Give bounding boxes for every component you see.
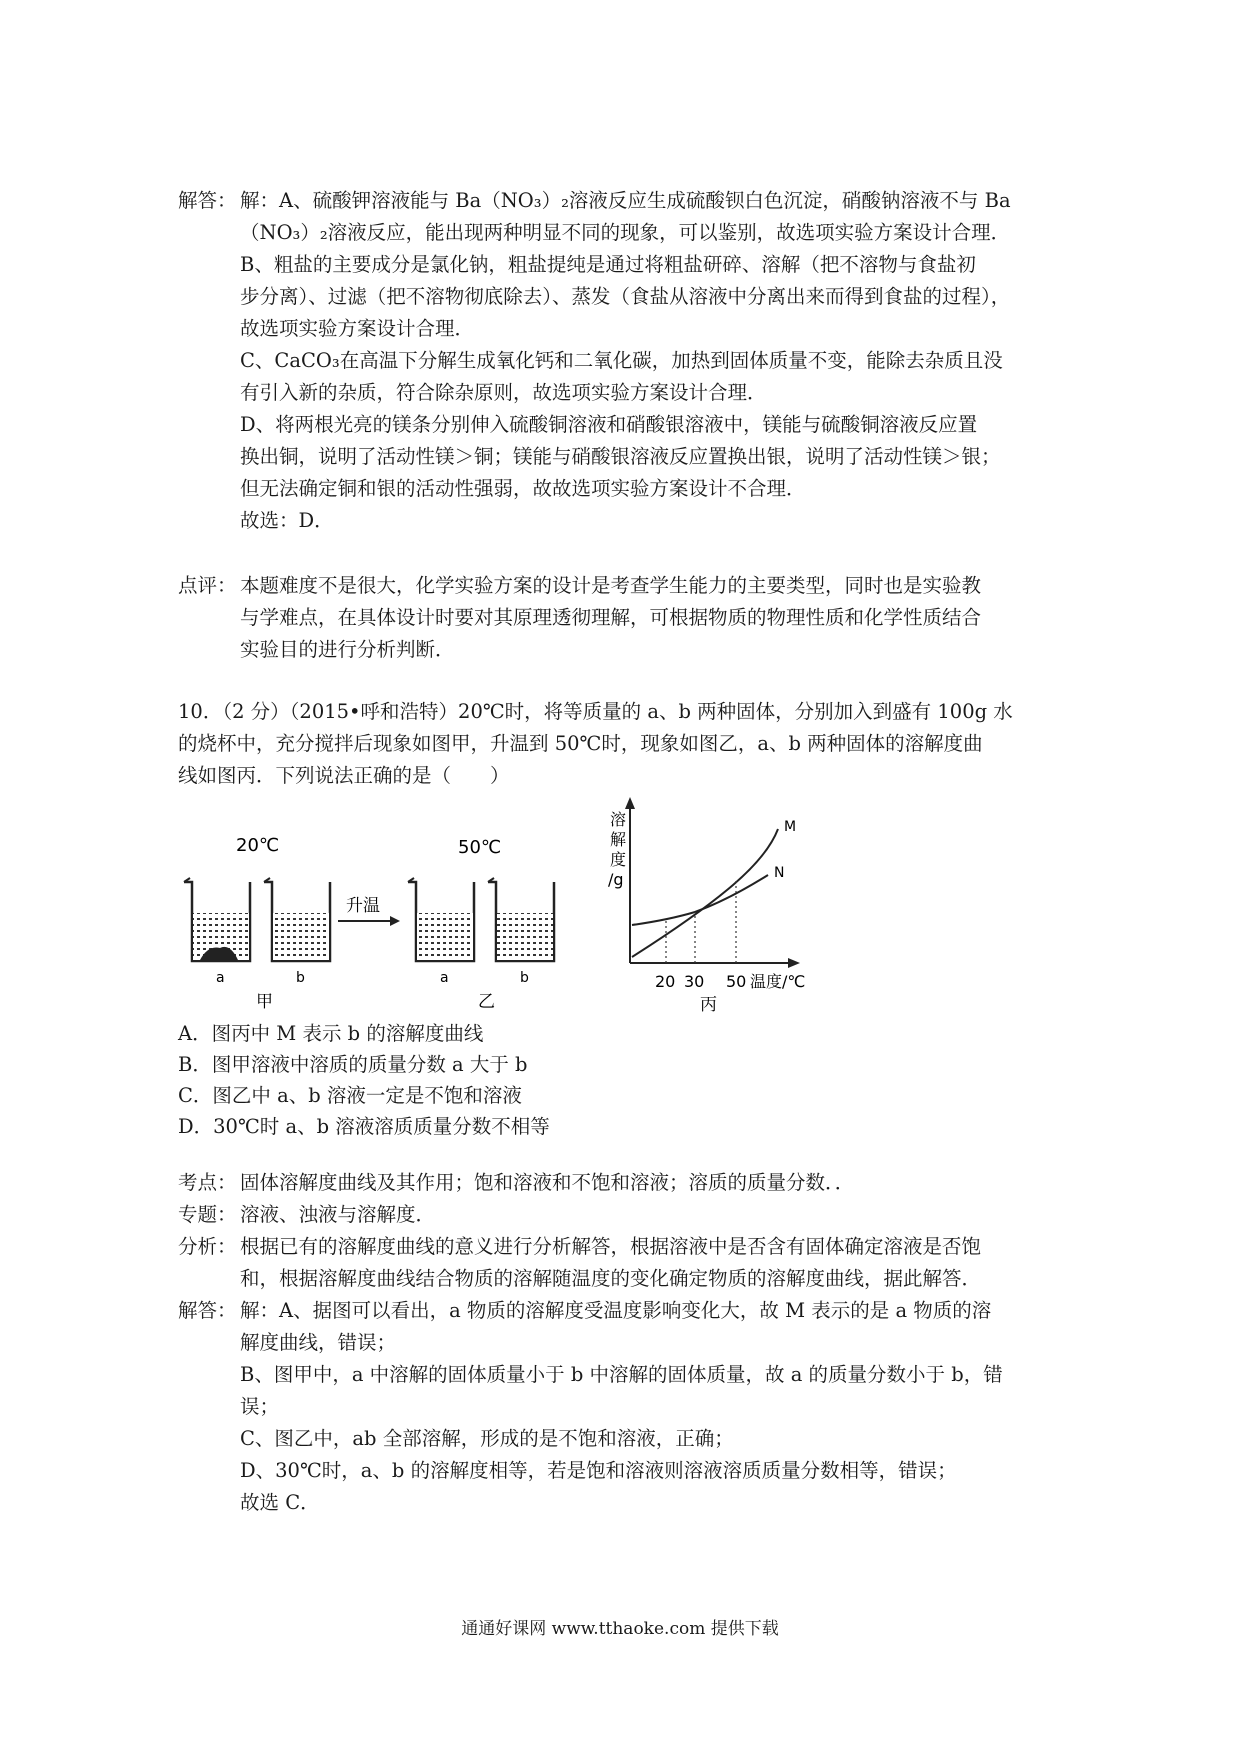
figure-bing-caption: 丙: [700, 995, 717, 1015]
option-b: B．图甲溶液中溶质的质量分数 a 大于 b: [178, 1053, 528, 1076]
page-footer: 通通好课网 www.tthaoke.com 提供下载: [461, 1619, 779, 1639]
x-tick-label: 30: [684, 972, 705, 991]
beaker-jia-b: [264, 878, 330, 961]
y-axis-label: 解: [610, 830, 627, 849]
answer-line: B、粗盐的主要成分是氯化钠，粗盐提纯是通过将粗盐研碎、溶解（把不溶物与食盐初: [240, 253, 976, 276]
heating-label: 升温: [346, 896, 380, 916]
beaker-label-b: b: [296, 970, 305, 986]
kaodian-text: 固体溶解度曲线及其作用；饱和溶液和不饱和溶液；溶质的质量分数．．: [240, 1171, 855, 1194]
answer-line: 故选项实验方案设计合理．: [240, 317, 475, 340]
fenxi-line: 根据已有的溶解度曲线的意义进行分析解答，根据溶液中是否含有固体确定溶液是否饱: [240, 1235, 982, 1258]
x-axis-label: 温度/℃: [750, 972, 806, 991]
jieda-line: D、30℃时，a、b 的溶解度相等，若是饱和溶液则溶液溶质质量分数相等，错误；: [240, 1459, 957, 1482]
comment-label: 点评：: [178, 574, 237, 597]
beaker-yi-b: [488, 878, 554, 961]
answer-line: 但无法确定铜和银的活动性强弱，故故选项实验方案设计不合理．: [240, 477, 806, 500]
answer-line: D、将两根光亮的镁条分别伸入硫酸铜溶液和硝酸银溶液中，镁能与硫酸铜溶液反应置: [240, 413, 978, 436]
answer-line: 步分离）、过滤（把不溶物彻底除去）、蒸发（食盐从溶液中分离出来而得到食盐的过程），: [240, 285, 1011, 308]
beaker-label-b: b: [520, 970, 529, 986]
question-options: [178, 1018, 1078, 1142]
answer-label: 解答：: [178, 189, 237, 212]
answer-line: 故选：D．: [240, 509, 334, 532]
jieda-line: 解度曲线，错误；: [240, 1331, 397, 1354]
question-line: 的烧杯中，充分搅拌后现象如图甲，升温到 50℃时，现象如图乙，a、b 两种固体的溶解度曲: [178, 732, 983, 755]
zhuanti-text: 溶液、浊液与溶解度．: [240, 1203, 436, 1226]
x-tick-label: 20: [655, 972, 676, 991]
curve-m: [632, 829, 778, 957]
comment-line: 与学难点，在具体设计时要对其原理透彻理解，可根据物质的物理性质和化学性质结合: [240, 606, 982, 629]
previous-comment-section: [178, 570, 1078, 666]
temp-50-label: 50℃: [458, 837, 502, 858]
comment-line: 本题难度不是很大，化学实验方案的设计是考查学生能力的主要类型，同时也是实验教: [240, 574, 982, 597]
beaker-jia-a: [184, 878, 250, 961]
jieda-label: 解答：: [178, 1299, 237, 1322]
question-line: 线如图丙．下列说法正确的是（ ）: [178, 764, 510, 787]
answer-line: 有引入新的杂质，符合除杂原则，故选项实验方案设计合理．: [240, 381, 767, 404]
option-d: D．30℃时 a、b 溶液溶质质量分数不相等: [178, 1115, 550, 1138]
curve-n-label: N: [774, 865, 785, 881]
beaker-label-a: a: [440, 970, 449, 986]
option-c: C．图乙中 a、b 溶液一定是不饱和溶液: [178, 1084, 522, 1107]
jieda-line: 误；: [240, 1395, 280, 1418]
answer-line: C、CaCO₃在高温下分解生成氧化钙和二氧化碳，加热到固体质量不变，能除去杂质且没: [240, 349, 1003, 372]
y-axis-label: /g: [608, 870, 624, 889]
answer-line: （NO₃）₂溶液反应，能出现两种明显不同的现象，可以鉴别，故选项实验方案设计合理．: [240, 221, 1011, 244]
beaker-label-a: a: [216, 970, 225, 986]
curve-m-label: M: [784, 819, 797, 835]
y-axis-label: 度: [610, 850, 627, 869]
curve-n: [632, 875, 768, 925]
beaker-yi-a: [408, 878, 474, 961]
jieda-line: B、图甲中，a 中溶解的固体质量小于 b 中溶解的固体质量，故 a 的质量分数小于 b，错: [240, 1363, 1003, 1386]
solubility-chart: [608, 797, 805, 1015]
kaodian-label: 考点：: [178, 1171, 237, 1194]
jieda-line: C、图乙中，ab 全部溶解，形成的是不饱和溶液，正确；: [240, 1427, 734, 1450]
fenxi-label: 分析：: [178, 1235, 237, 1258]
y-axis-label: 溶: [610, 810, 627, 829]
option-a: A．图丙中 M 表示 b 的溶解度曲线: [178, 1022, 484, 1045]
jieda-line: 解：A、据图可以看出，a 物质的溶解度受温度影响变化大，故 M 表示的是 a 物质的溶: [240, 1299, 992, 1322]
analysis-section: [178, 1167, 1078, 1519]
figure-yi-caption: 乙: [478, 992, 495, 1012]
solution-yi-a: [417, 913, 473, 960]
x-tick-label: 50: [726, 972, 747, 991]
fenxi-line: 和，根据溶解度曲线结合物质的溶解随温度的变化确定物质的溶解度曲线，据此解答．: [240, 1267, 982, 1290]
temp-20-label: 20℃: [236, 835, 280, 856]
heating-arrow: [338, 896, 400, 926]
solution-jia-b: [273, 913, 329, 960]
question-line: 10．（2 分）（2015•呼和浩特）20℃时，将等质量的 a、b 两种固体，分别加入到盛有 100g 水: [178, 700, 1013, 723]
answer-line: 解：A、硫酸钾溶液能与 Ba（NO₃）₂溶液反应生成硫酸钡白色沉淀，硝酸钠溶液不与 Ba: [240, 189, 1011, 212]
answer-line: 换出铜，说明了活动性镁＞铜；镁能与硝酸银溶液反应置换出银，说明了活动性镁＞银；: [240, 445, 1001, 468]
jieda-line: 故选 C．: [240, 1491, 320, 1514]
zhuanti-label: 专题：: [178, 1203, 237, 1226]
solution-yi-b: [497, 913, 553, 960]
figure-jia-caption: 甲: [256, 992, 273, 1012]
question-10: [178, 696, 1078, 792]
question-figure: [178, 785, 858, 1015]
comment-line: 实验目的进行分析判断．: [240, 638, 455, 661]
previous-answer-section: [178, 185, 1078, 537]
